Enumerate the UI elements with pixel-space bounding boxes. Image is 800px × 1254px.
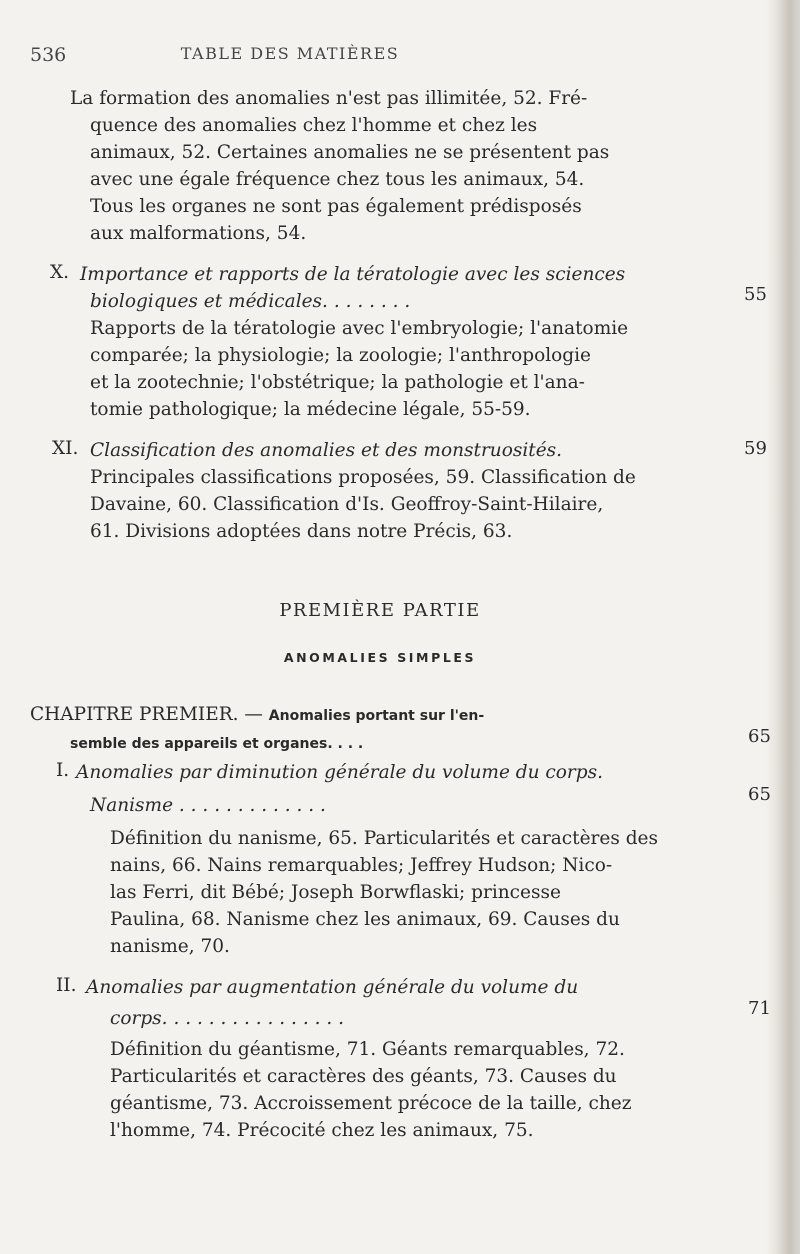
part-title: PREMIÈRE PARTIE [279,600,481,621]
text-line: animaux, 52. Certaines anomalies ne se présentent pas [90,142,610,163]
text-line: comparée; la physiologie; la zoologie; l'anthropologie [90,345,591,366]
section-title: Nanisme . . . . . . . . . . . . . [90,795,326,816]
text-line: Tous les organes ne sont pas également prédisposés [90,196,582,217]
text-line: nains, 66. Nains remarquables; Jeffrey Hudson; Nico- [110,855,613,876]
section-title: corps. . . . . . . . . . . . . . . . [110,1008,344,1029]
section-title: Classification des anomalies et des monstruosités. [90,440,563,461]
text-line: Particularités et caractères des géants, 73. Causes du [110,1066,617,1087]
text-line: Paulina, 68. Nanisme chez les animaux, 69. Causes du [110,909,620,930]
part-subtitle: ANOMALIES SIMPLES [283,650,477,665]
section-title: biologiques et médicales. . . . . . . . [90,291,411,312]
section-page-number: 55 [744,284,767,305]
text-line: avec une égale fréquence chez tous les animaux, 54. [90,169,585,190]
text-line: La formation des anomalies n'est pas illimitée, 52. Fré- [70,88,588,109]
section-page-number: 71 [748,998,771,1019]
section-title: Anomalies par diminution générale du volume du corps. [76,762,603,783]
text-line: Définition du géantisme, 71. Géants remarquables, 72. [110,1039,625,1060]
section-numeral: X. [50,262,70,283]
chapter-title: semble des appareils et organes. . . . [70,736,364,752]
section-title: Importance et rapports de la tératologie avec les sciences [80,264,626,285]
section-numeral: XI. [52,438,79,459]
text-line: l'homme, 74. Précocité chez les animaux, 75. [110,1120,534,1141]
text-line: Principales classifications proposées, 59. Classification de [90,467,636,488]
page-number: 536 [30,44,67,66]
section-numeral: I. [56,760,70,781]
text-line: 61. Divisions adoptées dans notre Précis, 63. [90,521,513,542]
chapter-title: Anomalies portant sur l'en- [268,708,485,724]
section-page-number: 59 [744,438,767,459]
text-line: Rapports de la tératologie avec l'embryologie; l'anatomie [90,318,629,339]
chapter-page-number: 65 [748,726,771,747]
text-line: las Ferri, dit Bébé; Joseph Borwflaski; princesse [110,882,561,903]
text-line: tomie pathologique; la médecine légale, 55-59. [90,399,531,420]
section-numeral: II. [56,975,77,996]
page-edge-shadow [766,0,800,1254]
text-line: Davaine, 60. Classification d'Is. Geoffroy-Saint-Hilaire, [90,494,604,515]
chapter-label: CHAPITRE PREMIER. — [30,704,263,725]
running-title: TABLE DES MATIÈRES [180,44,400,63]
text-line: Définition du nanisme, 65. Particularités et caractères des [110,828,658,849]
text-line: et la zootechnie; l'obstétrique; la pathologie et l'ana- [90,372,585,393]
text-line: géantisme, 73. Accroissement précoce de la taille, chez [110,1093,632,1114]
text-line: aux malformations, 54. [90,223,307,244]
text-line: nanisme, 70. [110,936,230,957]
section-title: Anomalies par augmentation générale du volume du [86,977,579,998]
text-line: quence des anomalies chez l'homme et chez les [90,115,538,136]
section-page-number: 65 [748,784,771,805]
